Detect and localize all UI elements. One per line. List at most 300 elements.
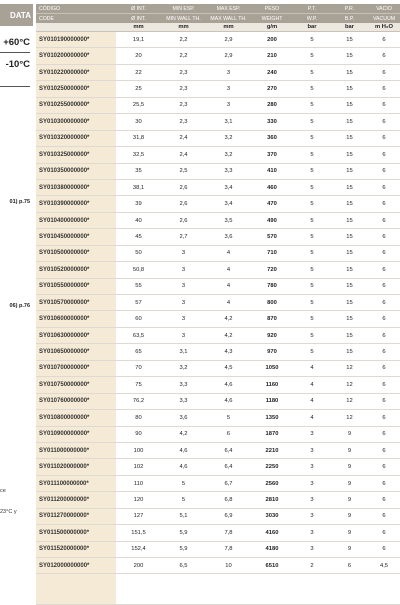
table-cell: 270 [251, 81, 293, 97]
table-cell: 70 [116, 360, 161, 376]
column-header: VACUUM [368, 14, 400, 24]
table-cell: 90 [116, 426, 161, 442]
table-cell: 15 [331, 278, 368, 294]
table-cell: 15 [331, 212, 368, 228]
table-cell: 152,4 [116, 541, 161, 557]
table-cell: 2810 [251, 492, 293, 508]
table-cell: 5 [293, 130, 331, 146]
table-cell: 5 [293, 278, 331, 294]
product-code-cell: SY010190000000* [36, 32, 116, 48]
product-code-cell: SY010200000000* [36, 48, 116, 64]
table-cell: 4,6 [206, 377, 251, 393]
table-cell: 6 [368, 442, 400, 458]
table-cell: 12 [331, 377, 368, 393]
page-reference-2[interactable]: 06) p.76 [9, 303, 30, 309]
table-cell: 3 [206, 64, 251, 80]
table-row [36, 311, 400, 327]
table-cell: 5 [293, 262, 331, 278]
product-code-cell: SY010300000000* [36, 114, 116, 130]
filler-cell [161, 574, 206, 605]
product-code-cell: SY011200000000* [36, 492, 116, 508]
table-row [36, 426, 400, 442]
table-cell: 50 [116, 245, 161, 261]
table-cell: 2,3 [161, 64, 206, 80]
table-cell: 4,5 [368, 558, 400, 574]
product-code-cell: SY011000000000* [36, 442, 116, 458]
table-row [36, 295, 400, 311]
table-cell: 2 [293, 558, 331, 574]
table-cell: 3,6 [206, 229, 251, 245]
table-cell: 9 [331, 541, 368, 557]
table-cell: 2250 [251, 459, 293, 475]
table-cell: 4 [206, 245, 251, 261]
product-code-cell: SY010350000000* [36, 163, 116, 179]
table-cell: 3 [161, 295, 206, 311]
product-code-cell: SY012000000000* [36, 558, 116, 574]
table-cell: 3,5 [206, 212, 251, 228]
table-cell: 6 [368, 426, 400, 442]
table-cell: 3 [161, 245, 206, 261]
table-row [36, 81, 400, 97]
product-code-cell: SY010220000000* [36, 64, 116, 80]
table-cell: 2,6 [161, 212, 206, 228]
table-cell: 3,6 [161, 410, 206, 426]
filler-cell [293, 574, 331, 605]
filler-cell [36, 574, 116, 605]
table-cell: 15 [331, 229, 368, 245]
divider [0, 86, 30, 87]
product-code-cell: SY010520000000* [36, 262, 116, 278]
table-cell: 5 [293, 97, 331, 113]
table-cell: 110 [116, 475, 161, 491]
table-cell: 9 [331, 492, 368, 508]
product-code-cell: SY010650000000* [36, 344, 116, 360]
table-cell: 15 [331, 81, 368, 97]
product-code-cell: SY010630000000* [36, 327, 116, 343]
table-cell: 4 [206, 278, 251, 294]
table-cell: 25,5 [116, 97, 161, 113]
table-cell: 6,5 [161, 558, 206, 574]
table-row [36, 393, 400, 409]
table-cell: 9 [331, 525, 368, 541]
product-code-cell: SY010600000000* [36, 311, 116, 327]
column-header: CÓDIGO [36, 4, 116, 14]
table-cell: 55 [116, 278, 161, 294]
table-row [36, 278, 400, 294]
header-row-english [36, 14, 400, 24]
table-cell: 2560 [251, 475, 293, 491]
table-cell: 127 [116, 508, 161, 524]
table-row [36, 130, 400, 146]
table-cell: 6 [368, 525, 400, 541]
page-reference-1[interactable]: 01) p.75 [9, 199, 30, 205]
table-cell: 5 [293, 114, 331, 130]
table-cell: 3 [293, 525, 331, 541]
table-cell: 5 [293, 295, 331, 311]
table-cell: 4 [293, 393, 331, 409]
table-cell: 102 [116, 459, 161, 475]
table-cell: 2,5 [161, 163, 206, 179]
header-row-spanish [36, 4, 400, 14]
table-cell: 3 [161, 327, 206, 343]
table-cell: 3 [206, 81, 251, 97]
table-cell: 6 [368, 130, 400, 146]
table-cell: 6 [368, 245, 400, 261]
table-cell: 57 [116, 295, 161, 311]
table-row [36, 327, 400, 343]
filler-cell [206, 574, 251, 605]
table-cell: 200 [251, 32, 293, 48]
product-code-cell: SY010500000000* [36, 245, 116, 261]
table-cell: 6 [368, 48, 400, 64]
table-cell: 1350 [251, 410, 293, 426]
product-code-cell: SY011020000000* [36, 459, 116, 475]
table-cell: 4,6 [161, 459, 206, 475]
table-cell: 4 [293, 377, 331, 393]
table-cell: 5 [161, 492, 206, 508]
table-cell: 32,5 [116, 147, 161, 163]
table-cell: 10 [206, 558, 251, 574]
table-cell: 6 [206, 426, 251, 442]
table-cell: 3,2 [206, 147, 251, 163]
table-cell: 35 [116, 163, 161, 179]
table-cell: 2,6 [161, 196, 206, 212]
table-cell: 3,4 [206, 179, 251, 195]
table-cell: 100 [116, 442, 161, 458]
product-spec-table [36, 4, 400, 605]
table-row [36, 48, 400, 64]
filler-cell [251, 574, 293, 605]
product-code-cell: SY010900000000* [36, 426, 116, 442]
table-cell: 6 [368, 360, 400, 376]
table-cell: 6 [368, 410, 400, 426]
column-header: m H₂O [368, 23, 400, 32]
table-cell: 3 [293, 492, 331, 508]
product-code-cell: SY010700000000* [36, 360, 116, 376]
table-cell: 5 [293, 147, 331, 163]
table-row [36, 442, 400, 458]
column-header: WEIGHT [251, 14, 293, 24]
table-cell: 5 [293, 179, 331, 195]
column-header: PESO [251, 4, 293, 14]
table-cell: 65 [116, 344, 161, 360]
table-cell: 2210 [251, 442, 293, 458]
table-row [36, 360, 400, 376]
table-cell: 5,1 [161, 508, 206, 524]
table-cell: 970 [251, 344, 293, 360]
table-cell: 4 [293, 360, 331, 376]
product-code-cell: SY010250000000* [36, 81, 116, 97]
units-row [36, 23, 400, 32]
table-cell: 15 [331, 344, 368, 360]
table-cell: 6 [368, 327, 400, 343]
table-cell: 7,8 [206, 541, 251, 557]
column-header: bar [293, 23, 331, 32]
table-cell: 39 [116, 196, 161, 212]
table-cell: 3 [161, 262, 206, 278]
table-cell: 3 [293, 459, 331, 475]
table-cell: 6 [368, 262, 400, 278]
table-cell: 1050 [251, 360, 293, 376]
table-cell: 3 [206, 97, 251, 113]
column-header [36, 23, 116, 32]
filler-cell [116, 574, 161, 605]
table-row [36, 377, 400, 393]
table-row [36, 163, 400, 179]
table-cell: 5 [293, 81, 331, 97]
product-code-cell: SY010760000000* [36, 393, 116, 409]
table-cell: 6 [368, 147, 400, 163]
table-cell: 15 [331, 114, 368, 130]
table-cell: 6 [368, 344, 400, 360]
table-cell: 15 [331, 130, 368, 146]
table-cell: 6 [368, 278, 400, 294]
table-cell: 2,9 [206, 48, 251, 64]
table-cell: 5 [161, 475, 206, 491]
table-cell: 9 [331, 426, 368, 442]
table-cell: 3 [293, 541, 331, 557]
table-cell: 75 [116, 377, 161, 393]
table-cell: 15 [331, 179, 368, 195]
table-cell: 6 [368, 393, 400, 409]
table-cell: 3,1 [206, 114, 251, 130]
table-cell: 76,2 [116, 393, 161, 409]
table-cell: 4,3 [206, 344, 251, 360]
column-header: mm [161, 23, 206, 32]
table-cell: 15 [331, 48, 368, 64]
table-cell: 6 [368, 311, 400, 327]
table-cell: 15 [331, 147, 368, 163]
product-code-cell: SY010380000000* [36, 179, 116, 195]
table-cell: 4,2 [206, 327, 251, 343]
table-row [36, 114, 400, 130]
table-cell: 2,3 [161, 114, 206, 130]
table-cell: 6 [331, 558, 368, 574]
table-cell: 60 [116, 311, 161, 327]
table-cell: 6,4 [206, 459, 251, 475]
table-cell: 3,2 [206, 130, 251, 146]
table-cell: 22 [116, 64, 161, 80]
table-cell: 50,8 [116, 262, 161, 278]
table-cell: 6 [368, 32, 400, 48]
table-row [36, 508, 400, 524]
table-cell: 6 [368, 81, 400, 97]
table-row [36, 558, 400, 574]
table-cell: 3 [293, 442, 331, 458]
table-cell: 3030 [251, 508, 293, 524]
column-header: P.R. [331, 4, 368, 14]
product-code-cell: SY010450000000* [36, 229, 116, 245]
table-cell: 5 [293, 48, 331, 64]
product-code-cell: SY010570000000* [36, 295, 116, 311]
table-cell: 280 [251, 97, 293, 113]
column-header: Ø INT. [116, 4, 161, 14]
table-cell: 15 [331, 64, 368, 80]
table-cell: 780 [251, 278, 293, 294]
table-cell: 1870 [251, 426, 293, 442]
table-cell: 15 [331, 163, 368, 179]
table-row [36, 410, 400, 426]
table-cell: 9 [331, 508, 368, 524]
table-cell: 6 [368, 508, 400, 524]
table-cell: 120 [116, 492, 161, 508]
table-cell: 330 [251, 114, 293, 130]
table-cell: 3,2 [161, 360, 206, 376]
table-cell: 3 [293, 508, 331, 524]
temp-max: +60°C [3, 37, 30, 48]
table-row [36, 525, 400, 541]
product-code-cell: SY010550000000* [36, 278, 116, 294]
table-cell: 12 [331, 410, 368, 426]
table-cell: 210 [251, 48, 293, 64]
table-cell: 6 [368, 163, 400, 179]
table-cell: 2,9 [206, 32, 251, 48]
table-cell: 200 [116, 558, 161, 574]
table-cell: 7,8 [206, 525, 251, 541]
table-cell: 4 [206, 295, 251, 311]
table-row [36, 229, 400, 245]
table-cell: 710 [251, 245, 293, 261]
product-code-cell: SY010320000000* [36, 130, 116, 146]
table-cell: 15 [331, 32, 368, 48]
table-cell: 3,3 [161, 393, 206, 409]
table-cell: 20 [116, 48, 161, 64]
table-body [36, 32, 400, 605]
table-cell: 720 [251, 262, 293, 278]
temp-min: -10°C [5, 59, 30, 70]
product-code-cell: SY010390000000* [36, 196, 116, 212]
column-header: B.P. [331, 14, 368, 24]
table-cell: 15 [331, 327, 368, 343]
table-cell: 3,1 [161, 344, 206, 360]
table-cell: 6 [368, 377, 400, 393]
table-cell: 5,9 [161, 541, 206, 557]
table-row [36, 344, 400, 360]
table-cell: 4180 [251, 541, 293, 557]
table-row [36, 147, 400, 163]
column-header: W.P. [293, 14, 331, 24]
table-cell: 15 [331, 311, 368, 327]
table-cell: 6 [368, 459, 400, 475]
table-cell: 25 [116, 81, 161, 97]
table-cell: 3,3 [206, 163, 251, 179]
column-header: MIN WALL TH. [161, 14, 206, 24]
table-cell: 920 [251, 327, 293, 343]
table-cell: 6 [368, 492, 400, 508]
filler-cell [368, 574, 400, 605]
column-header: mm [116, 23, 161, 32]
technical-data-header: DATA [0, 4, 33, 26]
table-cell: 4160 [251, 525, 293, 541]
table-cell: 5 [293, 229, 331, 245]
table-cell: 12 [331, 360, 368, 376]
table-cell: 3,4 [206, 196, 251, 212]
table-row [36, 212, 400, 228]
table-row [36, 475, 400, 491]
table-cell: 5 [293, 212, 331, 228]
table-cell: 5 [206, 410, 251, 426]
table-cell: 6,9 [206, 508, 251, 524]
table-row [36, 179, 400, 195]
table-cell: 6,8 [206, 492, 251, 508]
table-cell: 870 [251, 311, 293, 327]
table-cell: 6 [368, 229, 400, 245]
table-cell: 370 [251, 147, 293, 163]
table-cell: 6 [368, 64, 400, 80]
filler-cell [331, 574, 368, 605]
table-cell: 3 [293, 475, 331, 491]
table-cell: 2,4 [161, 147, 206, 163]
product-code-cell: SY010750000000* [36, 377, 116, 393]
table-cell: 80 [116, 410, 161, 426]
table-cell: 5 [293, 245, 331, 261]
table-cell: 2,3 [161, 97, 206, 113]
table-cell: 5 [293, 311, 331, 327]
table-cell: 3 [293, 426, 331, 442]
table-cell: 240 [251, 64, 293, 80]
table-cell: 9 [331, 475, 368, 491]
table-cell: 38,1 [116, 179, 161, 195]
table-cell: 5 [293, 32, 331, 48]
product-code-cell: SY011100000000* [36, 475, 116, 491]
table-cell: 6510 [251, 558, 293, 574]
table-cell: 5 [293, 64, 331, 80]
table-cell: 2,6 [161, 179, 206, 195]
table-row [36, 196, 400, 212]
table-cell: 30 [116, 114, 161, 130]
table-row [36, 97, 400, 113]
table-cell: 63,5 [116, 327, 161, 343]
footnote-line-2: 23°C y [0, 509, 17, 515]
table-cell: 4,2 [206, 311, 251, 327]
table-cell: 3 [161, 311, 206, 327]
column-header: CODE [36, 14, 116, 24]
table-cell: 5 [293, 327, 331, 343]
table-cell: 9 [331, 459, 368, 475]
product-code-cell: SY011270000000* [36, 508, 116, 524]
table-cell: 4 [293, 410, 331, 426]
column-header: P.T. [293, 4, 331, 14]
table-cell: 15 [331, 295, 368, 311]
product-code-cell: SY010255000000* [36, 97, 116, 113]
table-cell: 360 [251, 130, 293, 146]
product-code-cell: SY010325000000* [36, 147, 116, 163]
table-cell: 410 [251, 163, 293, 179]
table-cell: 3 [161, 278, 206, 294]
table-cell: 2,7 [161, 229, 206, 245]
table-cell: 31,8 [116, 130, 161, 146]
footnote-line-1: ce [0, 488, 6, 494]
table-row [36, 32, 400, 48]
table-cell: 4,2 [161, 426, 206, 442]
table-cell: 4,5 [206, 360, 251, 376]
table-cell: 1160 [251, 377, 293, 393]
table-cell: 3,3 [161, 377, 206, 393]
table-cell: 490 [251, 212, 293, 228]
table-cell: 4 [206, 262, 251, 278]
column-header: mm [206, 23, 251, 32]
table-cell: 6 [368, 114, 400, 130]
table-cell: 15 [331, 262, 368, 278]
table-cell: 45 [116, 229, 161, 245]
product-code-cell: SY011500000000* [36, 525, 116, 541]
table-cell: 800 [251, 295, 293, 311]
table-cell: 5 [293, 196, 331, 212]
table-cell: 19,1 [116, 32, 161, 48]
table-cell: 6 [368, 541, 400, 557]
table-cell: 6 [368, 97, 400, 113]
table-cell: 15 [331, 97, 368, 113]
